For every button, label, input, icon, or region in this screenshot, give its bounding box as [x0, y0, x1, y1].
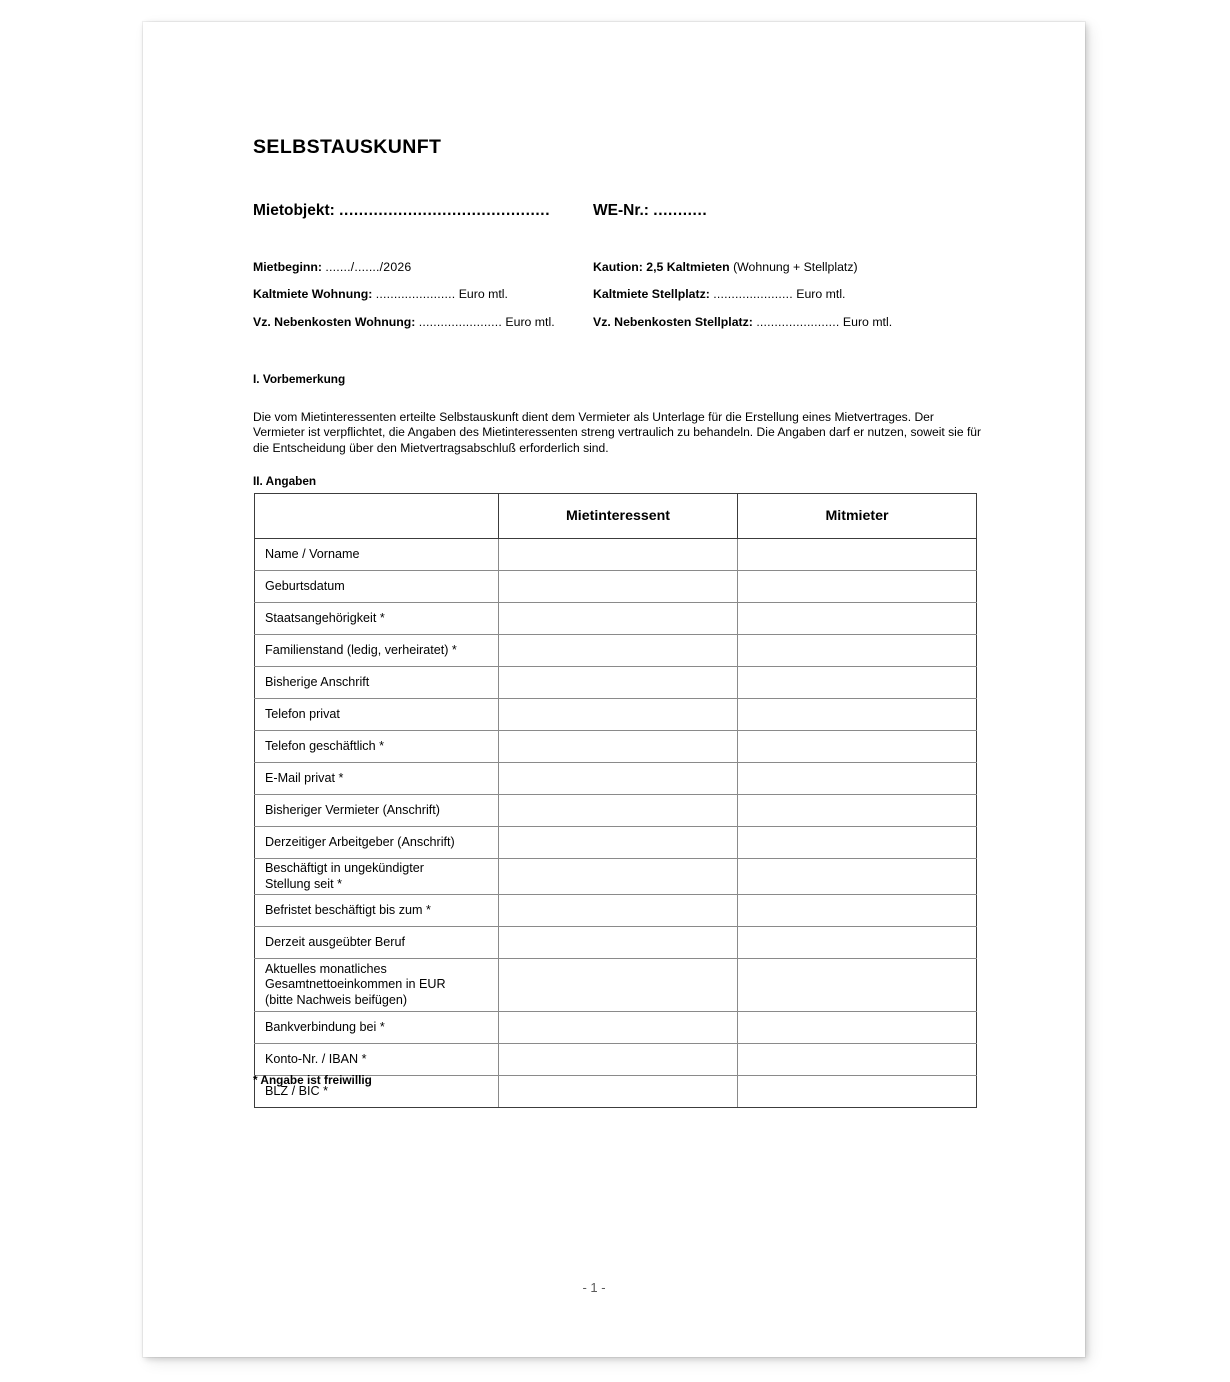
table-cell-mietinteressent[interactable] — [499, 895, 738, 927]
table-cell-mitmieter[interactable] — [738, 927, 977, 959]
table-cell-mitmieter[interactable] — [738, 895, 977, 927]
table-header — [255, 494, 977, 539]
table-cell-mietinteressent[interactable] — [499, 1012, 738, 1044]
table-row — [255, 731, 977, 763]
table-row-label-line: Bisherige Anschrift — [265, 674, 370, 689]
table-cell-mitmieter[interactable] — [738, 1012, 977, 1044]
table-cell-mitmieter[interactable] — [738, 1044, 977, 1076]
kaution-note: (Wohnung + Stellplatz) — [733, 260, 858, 274]
mietbeginn-value[interactable]: ......./......./2026 — [325, 260, 412, 274]
table-cell-mietinteressent[interactable] — [499, 571, 738, 603]
mietbeginn-field — [253, 260, 411, 274]
mietobjekt-input-dots[interactable]: ........................................... — [339, 202, 551, 219]
table-row-label — [255, 859, 499, 895]
kaltmiete-wohnung-label: Kaltmiete Wohnung: — [253, 287, 373, 301]
nebenkosten-wohnung-input-dots[interactable]: ....................... — [418, 315, 502, 329]
table-row-label-line: Derzeit ausgeübter Beruf — [265, 934, 406, 949]
page-title: SELBSTAUSKUNFT — [253, 136, 442, 158]
table-row-label — [255, 731, 499, 763]
table-row — [255, 1012, 977, 1044]
kaltmiete-wohnung-unit: Euro mtl. — [458, 287, 508, 301]
kaution-field — [593, 260, 858, 274]
table-row-label-line: Derzeitiger Arbeitgeber (Anschrift) — [265, 834, 455, 849]
table-row-label-line: Konto-Nr. / IBAN * — [265, 1051, 367, 1066]
table-row — [255, 603, 977, 635]
table-row — [255, 859, 977, 895]
mietobjekt-field — [253, 202, 550, 220]
kaltmiete-stellplatz-input-dots[interactable]: ...................... — [713, 287, 793, 301]
nebenkosten-stellplatz-field — [593, 315, 892, 329]
document-page — [143, 22, 1085, 1357]
table-row-label — [255, 927, 499, 959]
table-row — [255, 927, 977, 959]
table-row-label — [255, 667, 499, 699]
nebenkosten-stellplatz-input-dots[interactable]: ....................... — [756, 315, 840, 329]
table-cell-mietinteressent[interactable] — [499, 859, 738, 895]
nebenkosten-stellplatz-label: Vz. Nebenkosten Stellplatz: — [593, 315, 753, 329]
table-row-label-line: Befristet beschäftigt bis zum * — [265, 902, 431, 917]
table-row — [255, 1044, 977, 1076]
section-heading-angaben: II. Angaben — [253, 474, 317, 488]
table-col-header-mitmieter: Mitmieter — [738, 494, 977, 539]
table-row-label-line: Gesamtnettoeinkommen in EUR — [265, 977, 446, 992]
kaltmiete-stellplatz-unit: Euro mtl. — [796, 287, 846, 301]
table-cell-mitmieter[interactable] — [738, 959, 977, 1012]
table-cell-mitmieter[interactable] — [738, 539, 977, 571]
table-row — [255, 667, 977, 699]
table-row-label-line: Telefon geschäftlich * — [265, 738, 385, 753]
table-cell-mitmieter[interactable] — [738, 795, 977, 827]
table-row-label-line: Staatsangehörigkeit * — [265, 610, 385, 625]
kaution-label: Kaution: 2,5 Kaltmieten — [593, 260, 730, 274]
table-row-label-line: BLZ / BIC * — [265, 1083, 328, 1098]
table-row-label-line: Beschäftigt in ungekündigter — [265, 861, 424, 876]
table-row-label — [255, 635, 499, 667]
table-col-header-blank — [255, 494, 499, 539]
kaltmiete-wohnung-input-dots[interactable]: ...................... — [375, 287, 456, 301]
table-cell-mietinteressent[interactable] — [499, 1076, 738, 1108]
we-nr-field — [593, 202, 707, 220]
table-row-label — [255, 571, 499, 603]
nebenkosten-wohnung-unit: Euro mtl. — [505, 315, 555, 329]
mietobjekt-label: Mietobjekt: — [253, 202, 335, 219]
table-row-label-line: Name / Vorname — [265, 546, 360, 561]
we-nr-label: WE-Nr.: — [593, 202, 649, 219]
table-row-label — [255, 1012, 499, 1044]
table-cell-mietinteressent[interactable] — [499, 731, 738, 763]
table-row-label-line: (bitte Nachweis beifügen) — [265, 992, 408, 1007]
page-content — [143, 22, 1085, 1357]
table-cell-mietinteressent[interactable] — [499, 795, 738, 827]
table-row — [255, 827, 977, 859]
kaltmiete-stellplatz-label: Kaltmiete Stellplatz: — [593, 287, 710, 301]
table-row — [255, 895, 977, 927]
mietbeginn-label: Mietbeginn: — [253, 260, 322, 274]
table-row-label-line: Familienstand (ledig, verheiratet) * — [265, 642, 457, 657]
nebenkosten-stellplatz-unit: Euro mtl. — [842, 315, 893, 329]
table-row-label — [255, 795, 499, 827]
table-row-label — [255, 959, 499, 1012]
table-cell-mietinteressent[interactable] — [499, 539, 738, 571]
table-cell-mitmieter[interactable] — [738, 667, 977, 699]
table-row — [255, 539, 977, 571]
table-cell-mitmieter[interactable] — [738, 731, 977, 763]
kaltmiete-wohnung-field — [253, 287, 508, 301]
table-col-header-mietinteressent: Mietinteressent — [499, 494, 738, 539]
table-row-label-line: Bankverbindung bei * — [265, 1019, 385, 1034]
table-row — [255, 959, 977, 1012]
table-row-label-line: Aktuelles monatliches — [265, 962, 387, 977]
table-header-row — [255, 494, 977, 539]
table-cell-mietinteressent[interactable] — [499, 827, 738, 859]
table-cell-mitmieter[interactable] — [738, 571, 977, 603]
table-row — [255, 571, 977, 603]
table-row — [255, 635, 977, 667]
table-cell-mitmieter[interactable] — [738, 859, 977, 895]
table-row-label — [255, 763, 499, 795]
table-row-label-line: Geburtsdatum — [265, 578, 345, 593]
vorbemerkung-paragraph: Die vom Mietinteressenten erteilte Selbstauskunft dient dem Vermieter als Unterlage für die Erstellung eines Mietvertrages. Der Vermieter ist verpflichtet, die Angaben des Mietinteressenten streng vertraulich zu behandeln. Die Angaben darf er nutzen, soweit sie für die Entscheidung über den Mietvertragsabschluß erforderlich sind. — [253, 410, 982, 455]
table-row — [255, 795, 977, 827]
table-cell-mietinteressent[interactable] — [499, 603, 738, 635]
table-row-label — [255, 895, 499, 927]
table-row — [255, 763, 977, 795]
table-cell-mitmieter[interactable] — [738, 699, 977, 731]
table-row-label — [255, 699, 499, 731]
table-cell-mitmieter[interactable] — [738, 603, 977, 635]
table-cell-mietinteressent[interactable] — [499, 927, 738, 959]
table-row-label-line: Stellung seit * — [265, 876, 343, 891]
footnote: * Angabe ist freiwillig — [253, 1073, 372, 1087]
table-row — [255, 699, 977, 731]
table-cell-mitmieter[interactable] — [738, 635, 977, 667]
table-cell-mietinteressent[interactable] — [499, 959, 738, 1012]
table-cell-mitmieter[interactable] — [738, 827, 977, 859]
nebenkosten-wohnung-label: Vz. Nebenkosten Wohnung: — [253, 315, 416, 329]
kaltmiete-stellplatz-field — [593, 287, 845, 301]
angaben-table — [254, 493, 977, 1108]
section-heading-vorbemerkung: I. Vorbemerkung — [253, 372, 346, 386]
table-cell-mitmieter[interactable] — [738, 763, 977, 795]
table-row-label — [255, 603, 499, 635]
table-body — [255, 539, 977, 1108]
we-nr-input-dots[interactable]: ........... — [653, 202, 708, 219]
table-cell-mietinteressent[interactable] — [499, 635, 738, 667]
table-cell-mietinteressent[interactable] — [499, 1044, 738, 1076]
table-row-label-line: Bisheriger Vermieter (Anschrift) — [265, 802, 440, 817]
table-cell-mietinteressent[interactable] — [499, 667, 738, 699]
page-number: - 1 - — [582, 1280, 606, 1295]
table-row-label — [255, 539, 499, 571]
table-row-label-line: E-Mail privat * — [265, 770, 344, 785]
table-cell-mietinteressent[interactable] — [499, 763, 738, 795]
table-row-label — [255, 1044, 499, 1076]
table-cell-mietinteressent[interactable] — [499, 699, 738, 731]
table-cell-mitmieter[interactable] — [738, 1076, 977, 1108]
table-row-label — [255, 827, 499, 859]
nebenkosten-wohnung-field — [253, 315, 555, 329]
table-row-label-line: Telefon privat — [265, 706, 340, 721]
